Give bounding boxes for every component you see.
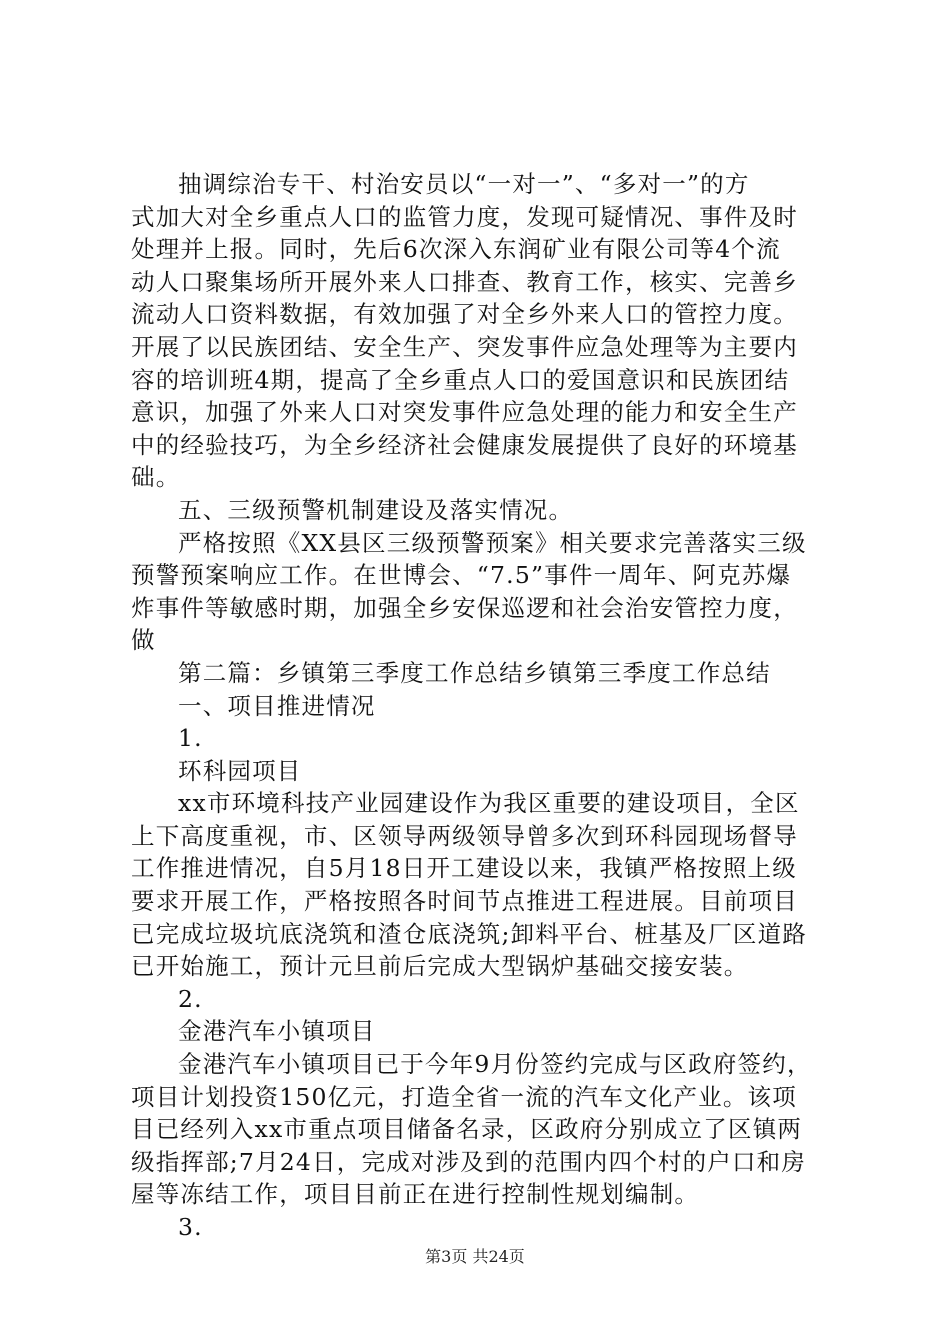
text-line: 中的经验技巧，为全乡经济社会健康发展提供了良好的环境基	[131, 430, 798, 459]
text-line: 金港汽车小镇项目已于今年9月份签约完成与区政府签约，	[178, 1050, 812, 1079]
text-line: 做	[131, 626, 156, 655]
item-number: 2.	[178, 984, 203, 1013]
text-line: 预警预案响应工作。在世博会、“7.5”事件一周年、阿克苏爆	[131, 561, 792, 590]
section-heading: 一、项目推进情况	[178, 691, 376, 720]
item-title: 环科园项目	[178, 756, 302, 785]
text-line: 目已经列入xx市重点项目储备名录，区政府分别成立了区镇两	[131, 1115, 803, 1144]
text-line: 已开始施工，预计元旦前后完成大型锅炉基础交接安装。	[131, 952, 749, 981]
page-footer	[0, 1244, 950, 1267]
page-number-label: 第3页 共24页	[425, 1247, 525, 1266]
item-title: 金港汽车小镇项目	[178, 1017, 376, 1046]
chapter-heading: 第二篇：乡镇第三季度工作总结乡镇第三季度工作总结	[178, 658, 771, 687]
item-number: 1.	[178, 724, 203, 753]
text-line: 工作推进情况，自5月18日开工建设以来，我镇严格按照上级	[131, 854, 797, 883]
text-line: 意识，加强了外来人口对突发事件应急处理的能力和安全生产	[131, 398, 798, 427]
text-line: 抽调综治专干、村治安员以“一对一”、“多对一”的方	[178, 170, 750, 198]
text-line: 要求开展工作，严格按照各时间节点推进工程进展。目前项目	[131, 887, 798, 916]
text-line: xx市环境科技产业园建设作为我区重要的建设项目，全区	[178, 789, 800, 818]
text-line: 容的培训班4期，提高了全乡重点人口的爱国意识和民族团结	[131, 365, 790, 394]
text-line: 屋等冻结工作，项目目前正在进行控制性规划编制。	[131, 1180, 700, 1209]
text-line: 处理并上报。同时，先后6次深入东润矿业有限公司等4个流	[131, 235, 781, 264]
text-line: 开展了以民族团结、安全生产、突发事件应急处理等为主要内	[131, 332, 798, 361]
text-line: 项目计划投资150亿元，打造全省一流的汽车文化产业。该项	[131, 1082, 797, 1111]
text-line: 已完成垃圾坑底浇筑和渣仓底浇筑;卸料平台、桩基及厂区道路	[131, 919, 808, 948]
item-number: 3.	[178, 1213, 203, 1241]
text-line: 础。	[131, 463, 181, 492]
text-line: 上下高度重视，市、区领导两级领导曾多次到环科园现场督导	[131, 821, 798, 850]
section-heading: 五、三级预警机制建设及落实情况。	[178, 495, 574, 524]
text-line: 严格按照《XX县区三级预警预案》相关要求完善落实三级	[178, 528, 807, 557]
document-body	[131, 168, 843, 1244]
text-line: 炸事件等敏感时期，加强全乡安保巡逻和社会治安管控力度，	[131, 593, 798, 622]
text-line: 流动人口资料数据，有效加强了对全乡外来人口的管控力度。	[131, 300, 798, 329]
text-line: 级指挥部;7月24日，完成对涉及到的范围内四个村的户口和房	[131, 1147, 807, 1176]
text-line: 动人口聚集场所开展外来人口排查、教育工作，核实、完善乡	[131, 267, 798, 296]
text-line: 式加大对全乡重点人口的监管力度，发现可疑情况、事件及时	[131, 202, 798, 231]
